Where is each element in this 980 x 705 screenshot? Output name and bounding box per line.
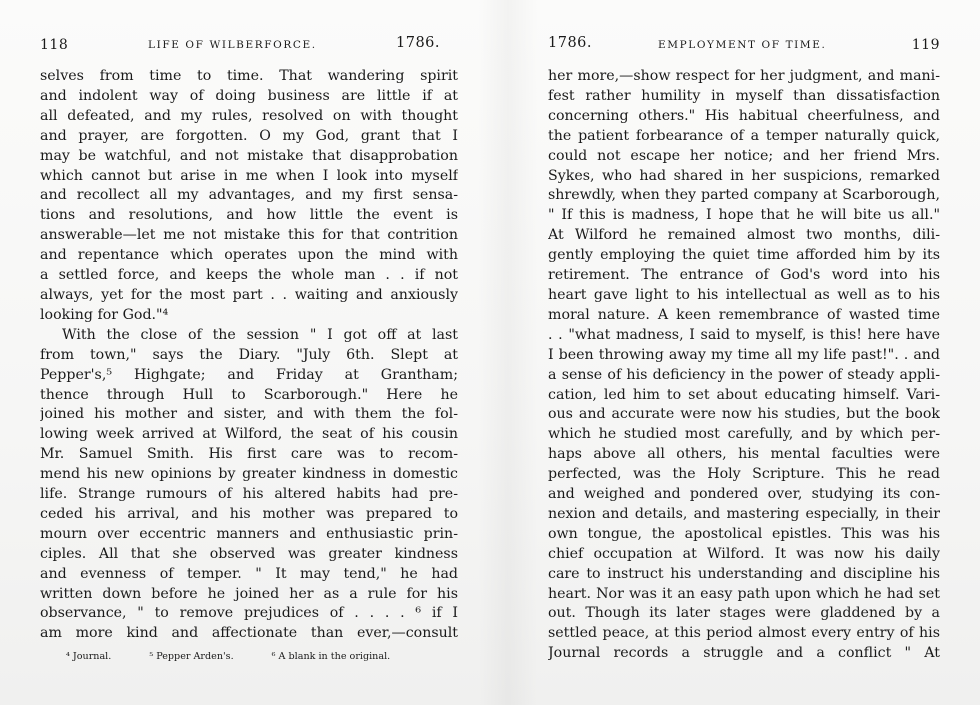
- footnote: ⁴ Journal.: [66, 651, 112, 662]
- left-page-body: [40, 67, 458, 644]
- text-line: may be watchful, and not mistake that disapprobation: [40, 147, 458, 164]
- text-line: observance, " to remove prejudices of . . . . ⁶ if I: [40, 605, 458, 622]
- left-page-header: [40, 34, 458, 56]
- text-line: With the close of the session " I got off at last: [62, 326, 458, 343]
- text-line: cation, led him to set about educating himself. Vari-: [548, 386, 940, 403]
- text-line: settled peace, at this period almost every entry of his: [548, 625, 940, 642]
- left-header-year: 1786.: [396, 35, 441, 51]
- text-line: am more kind and affectionate than ever,—consult: [40, 625, 458, 642]
- right-page-body: [548, 67, 940, 664]
- text-line: could not escape her notice; and her friend Mrs.: [548, 147, 940, 164]
- left-running-title: LIFE OF WILBERFORCE.: [148, 39, 317, 51]
- footnote: ⁶ A blank in the original.: [271, 651, 391, 662]
- text-line: fest rather humility in myself than dissatisfaction: [548, 87, 940, 104]
- text-line: Sykes, who had shared in her suspicions, remarked: [548, 167, 940, 184]
- text-line: life. Strange rumours of his altered habits had pre-: [40, 486, 458, 503]
- text-line: and indolent way of doing business are little if at: [40, 87, 458, 104]
- text-line: mourn over eccentric manners and enthusiastic prin-: [40, 525, 458, 542]
- text-line: moral nature. A keen remembrance of wasted time: [548, 306, 940, 323]
- text-line: chief occupation at Wilford. It was now his daily: [548, 545, 940, 562]
- text-line: tions and resolutions, and how little the event is: [40, 207, 458, 224]
- text-line: Mr. Samuel Smith. His first care was to recom-: [40, 446, 458, 463]
- text-line: ceded his arrival, and his mother was prepared to: [40, 505, 458, 522]
- text-line: gently employing the quiet time afforded him by its: [548, 247, 940, 264]
- text-line: Journal records a struggle and a conflict " At: [548, 645, 940, 662]
- text-line: written down before he joined her as a rule for his: [40, 585, 458, 602]
- text-line: care to instruct his understanding and discipline his: [548, 565, 940, 582]
- text-line: answerable—let me not mistake this for that contrition: [40, 227, 458, 244]
- left-page: [40, 34, 458, 662]
- text-line: a settled force, and keeps the whole man . . if not: [40, 267, 458, 284]
- text-line: from town," says the Diary. "July 6th. Slept at: [40, 346, 458, 363]
- text-line: lowing week arrived at Wilford, the seat of his cousin: [40, 426, 458, 443]
- text-line: and prayer, are forgotten. O my God, grant that I: [40, 127, 458, 144]
- text-line: and repentance which operates upon the mind with: [40, 247, 458, 264]
- footnote: ⁵ Pepper Arden's.: [149, 651, 234, 662]
- text-line: out. Though its later stages were gladdened by a: [548, 605, 940, 622]
- page-gutter: [478, 0, 538, 705]
- right-page-header: [548, 34, 940, 56]
- text-line: selves from time to time. That wandering spirit: [40, 68, 458, 84]
- text-line: heart. Nor was it an easy path upon which he had set: [548, 585, 940, 602]
- text-line: thence through Hull to Scarborough." Here he: [40, 386, 458, 403]
- text-line: Pepper's,⁵ Highgate; and Friday at Grantham;: [40, 366, 458, 383]
- right-header-year: 1786.: [548, 35, 593, 51]
- text-line: concerning others." His habitual cheerfulness, and: [548, 107, 940, 124]
- text-line: the patient forbearance of a temper naturally quick,: [548, 127, 940, 144]
- text-line: and evenness of temper. " It may tend," he had: [40, 565, 458, 582]
- text-line: ous and accurate were now his studies, but the book: [548, 406, 940, 423]
- text-line: a sense of his deficiency in the power of steady appli-: [548, 366, 940, 383]
- text-line: own tongue, the apostolical epistles. This was his: [548, 525, 940, 542]
- text-line: nexion and details, and mastering especially, in their: [548, 505, 940, 522]
- text-line: I been throwing away my time all my life past!". . and: [548, 346, 940, 363]
- text-line: her more,—show respect for her judgment, and mani-: [548, 68, 940, 84]
- text-line: " If this is madness, I hope that he will bite us all.": [548, 207, 940, 224]
- left-page-number: 118: [40, 37, 69, 53]
- text-line: . . "what madness, I said to myself, is this! here have: [548, 326, 940, 343]
- right-page-number: 119: [911, 37, 940, 53]
- text-line: joined his mother and sister, and with them the fol-: [40, 406, 458, 423]
- text-line: which cannot but arise in me when I look into myself: [40, 167, 458, 184]
- right-page: [548, 34, 940, 664]
- left-page-footnotes: [66, 651, 428, 662]
- text-line: always, yet for the most part . . waiting and anxiously: [40, 286, 458, 303]
- text-line: looking for God."⁴: [40, 306, 169, 323]
- text-line: and weighed and pondered over, studying its con-: [548, 486, 940, 503]
- text-line: perfected, was the Holy Scripture. This he read: [548, 466, 940, 483]
- text-line: and recollect all my advantages, and my first sensa-: [40, 187, 458, 204]
- text-line: ciples. All that she observed was greater kindness: [40, 545, 458, 562]
- text-line: shrewdly, when they parted company at Scarborough,: [548, 187, 940, 204]
- text-line: mend his new opinions by greater kindness in domestic: [40, 466, 458, 483]
- right-running-title: EMPLOYMENT OF TIME.: [658, 39, 827, 51]
- text-line: At Wilford he remained almost two months, dili-: [548, 227, 940, 244]
- text-line: all defeated, and my rules, resolved on with thought: [40, 107, 458, 124]
- text-line: haps above all others, his mental faculties were: [548, 446, 940, 463]
- text-line: retirement. The entrance of God's word into his: [548, 267, 940, 284]
- text-line: heart gave light to his intellectual as well as to his: [548, 286, 940, 303]
- text-line: which he studied most carefully, and by which per-: [548, 426, 940, 443]
